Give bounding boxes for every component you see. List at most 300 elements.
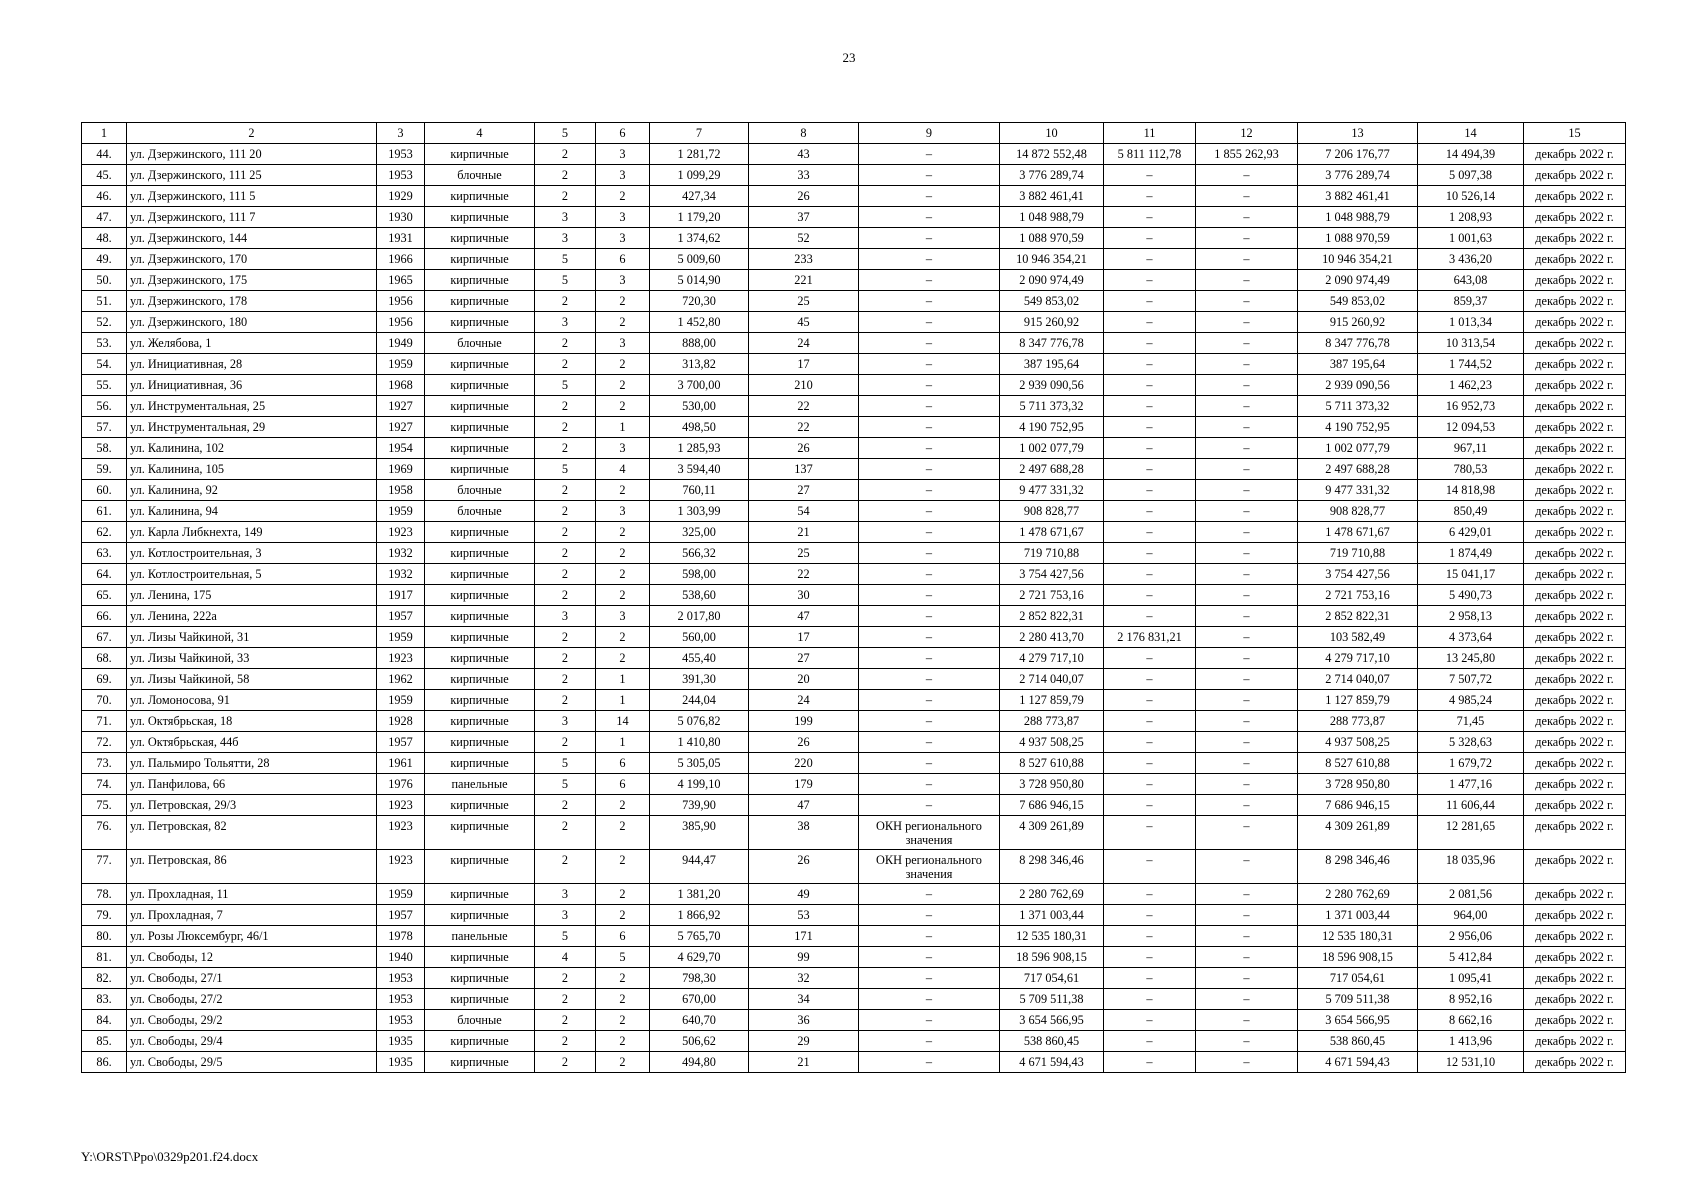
cell-year-built: 1958 xyxy=(377,480,425,501)
cell-cost-per-sqm: 14 494,39 xyxy=(1418,144,1524,165)
cell-heritage-status: – xyxy=(859,732,1000,753)
cell-year-built: 1940 xyxy=(377,947,425,968)
cell-wall-material: кирпичные xyxy=(425,186,535,207)
page-number: 23 xyxy=(842,50,856,65)
table-row xyxy=(82,690,1626,711)
table-row xyxy=(82,905,1626,926)
cell-area: 720,30 xyxy=(650,291,749,312)
cell-owners-cost: 3 882 461,41 xyxy=(1298,186,1418,207)
cell-total-cost: 1 478 671,67 xyxy=(1000,522,1104,543)
cell-heritage-status: – xyxy=(859,947,1000,968)
cell-address: ул. Дзержинского, 111 7 xyxy=(127,207,377,228)
table-row xyxy=(82,396,1626,417)
housing-registry-table xyxy=(81,122,1626,1073)
cell-completion-date: декабрь 2022 г. xyxy=(1524,905,1626,926)
cell-address: ул. Инструментальная, 25 xyxy=(127,396,377,417)
cell-heritage-status: – xyxy=(859,543,1000,564)
table-row xyxy=(82,228,1626,249)
cell-wall-material: кирпичные xyxy=(425,522,535,543)
cell-row-number: 71. xyxy=(82,711,127,732)
cell-address: ул. Дзержинского, 178 xyxy=(127,291,377,312)
cell-year-built: 1923 xyxy=(377,850,425,884)
cell-address: ул. Ленина, 222а xyxy=(127,606,377,627)
cell-completion-date: декабрь 2022 г. xyxy=(1524,753,1626,774)
cell-total-cost: 2 090 974,49 xyxy=(1000,270,1104,291)
cell-row-number: 51. xyxy=(82,291,127,312)
cell-floors: 3 xyxy=(535,207,596,228)
cell-subject-cost: – xyxy=(1196,249,1298,270)
cell-floors: 5 xyxy=(535,753,596,774)
cell-completion-date: декабрь 2022 г. xyxy=(1524,669,1626,690)
cell-residents: 47 xyxy=(749,606,859,627)
cell-address: ул. Свободы, 27/2 xyxy=(127,989,377,1010)
cell-address: ул. Пальмиро Тольятти, 28 xyxy=(127,753,377,774)
column-header-5: 5 xyxy=(535,123,596,144)
cell-cost-per-sqm: 18 035,96 xyxy=(1418,850,1524,884)
cell-total-cost: 4 671 594,43 xyxy=(1000,1052,1104,1073)
table-row xyxy=(82,884,1626,905)
cell-address: ул. Дзержинского, 144 xyxy=(127,228,377,249)
cell-fund-cost: – xyxy=(1104,480,1196,501)
cell-entrances: 3 xyxy=(596,144,650,165)
cell-completion-date: декабрь 2022 г. xyxy=(1524,711,1626,732)
cell-floors: 3 xyxy=(535,228,596,249)
column-header-14: 14 xyxy=(1418,123,1524,144)
cell-row-number: 67. xyxy=(82,627,127,648)
cell-subject-cost: – xyxy=(1196,585,1298,606)
cell-total-cost: 14 872 552,48 xyxy=(1000,144,1104,165)
table-row xyxy=(82,1010,1626,1031)
cell-fund-cost: – xyxy=(1104,669,1196,690)
cell-year-built: 1927 xyxy=(377,417,425,438)
cell-area: 3 594,40 xyxy=(650,459,749,480)
cell-entrances: 1 xyxy=(596,669,650,690)
cell-heritage-status: – xyxy=(859,312,1000,333)
cell-heritage-status: – xyxy=(859,905,1000,926)
cell-completion-date: декабрь 2022 г. xyxy=(1524,648,1626,669)
cell-wall-material: кирпичные xyxy=(425,459,535,480)
cell-floors: 2 xyxy=(535,690,596,711)
cell-address: ул. Дзержинского, 111 25 xyxy=(127,165,377,186)
cell-address: ул. Свободы, 27/1 xyxy=(127,968,377,989)
cell-address: ул. Петровская, 29/3 xyxy=(127,795,377,816)
cell-entrances: 2 xyxy=(596,375,650,396)
cell-fund-cost: – xyxy=(1104,459,1196,480)
cell-completion-date: декабрь 2022 г. xyxy=(1524,459,1626,480)
cell-heritage-status: – xyxy=(859,186,1000,207)
cell-year-built: 1957 xyxy=(377,732,425,753)
cell-floors: 2 xyxy=(535,795,596,816)
cell-entrances: 2 xyxy=(596,312,650,333)
cell-fund-cost: – xyxy=(1104,690,1196,711)
cell-cost-per-sqm: 12 531,10 xyxy=(1418,1052,1524,1073)
cell-heritage-status: – xyxy=(859,669,1000,690)
cell-floors: 2 xyxy=(535,1031,596,1052)
cell-wall-material: кирпичные xyxy=(425,606,535,627)
cell-subject-cost: – xyxy=(1196,753,1298,774)
cell-cost-per-sqm: 11 606,44 xyxy=(1418,795,1524,816)
cell-entrances: 2 xyxy=(596,291,650,312)
cell-heritage-status: – xyxy=(859,884,1000,905)
cell-entrances: 3 xyxy=(596,333,650,354)
table-row xyxy=(82,606,1626,627)
cell-completion-date: декабрь 2022 г. xyxy=(1524,186,1626,207)
cell-owners-cost: 3 776 289,74 xyxy=(1298,165,1418,186)
table-row xyxy=(82,926,1626,947)
cell-total-cost: 9 477 331,32 xyxy=(1000,480,1104,501)
cell-year-built: 1959 xyxy=(377,690,425,711)
cell-entrances: 2 xyxy=(596,396,650,417)
cell-residents: 17 xyxy=(749,627,859,648)
cell-completion-date: декабрь 2022 г. xyxy=(1524,1052,1626,1073)
cell-completion-date: декабрь 2022 г. xyxy=(1524,1010,1626,1031)
cell-completion-date: декабрь 2022 г. xyxy=(1524,1031,1626,1052)
table-row xyxy=(82,270,1626,291)
cell-wall-material: кирпичные xyxy=(425,732,535,753)
cell-owners-cost: 4 671 594,43 xyxy=(1298,1052,1418,1073)
cell-heritage-status: – xyxy=(859,989,1000,1010)
cell-total-cost: 908 828,77 xyxy=(1000,501,1104,522)
cell-cost-per-sqm: 2 958,13 xyxy=(1418,606,1524,627)
cell-year-built: 1965 xyxy=(377,270,425,291)
cell-row-number: 57. xyxy=(82,417,127,438)
cell-heritage-status: – xyxy=(859,228,1000,249)
cell-wall-material: кирпичные xyxy=(425,753,535,774)
cell-row-number: 74. xyxy=(82,774,127,795)
cell-heritage-status: – xyxy=(859,753,1000,774)
cell-cost-per-sqm: 1 744,52 xyxy=(1418,354,1524,375)
cell-subject-cost: – xyxy=(1196,375,1298,396)
cell-owners-cost: 1 088 970,59 xyxy=(1298,228,1418,249)
cell-residents: 52 xyxy=(749,228,859,249)
cell-cost-per-sqm: 5 490,73 xyxy=(1418,585,1524,606)
cell-owners-cost: 538 860,45 xyxy=(1298,1031,1418,1052)
cell-total-cost: 915 260,92 xyxy=(1000,312,1104,333)
cell-floors: 2 xyxy=(535,396,596,417)
cell-heritage-status: – xyxy=(859,1010,1000,1031)
cell-heritage-status: – xyxy=(859,501,1000,522)
cell-entrances: 2 xyxy=(596,884,650,905)
cell-area: 598,00 xyxy=(650,564,749,585)
cell-owners-cost: 915 260,92 xyxy=(1298,312,1418,333)
cell-owners-cost: 1 478 671,67 xyxy=(1298,522,1418,543)
table-row xyxy=(82,291,1626,312)
cell-address: ул. Калинина, 94 xyxy=(127,501,377,522)
cell-subject-cost: – xyxy=(1196,459,1298,480)
cell-residents: 45 xyxy=(749,312,859,333)
cell-total-cost: 2 939 090,56 xyxy=(1000,375,1104,396)
table-row xyxy=(82,968,1626,989)
table-row xyxy=(82,989,1626,1010)
cell-total-cost: 8 298 346,46 xyxy=(1000,850,1104,884)
cell-residents: 25 xyxy=(749,291,859,312)
cell-entrances: 3 xyxy=(596,207,650,228)
cell-year-built: 1953 xyxy=(377,968,425,989)
cell-heritage-status: – xyxy=(859,968,1000,989)
cell-year-built: 1929 xyxy=(377,186,425,207)
cell-completion-date: декабрь 2022 г. xyxy=(1524,522,1626,543)
cell-fund-cost: – xyxy=(1104,711,1196,732)
cell-row-number: 83. xyxy=(82,989,127,1010)
cell-entrances: 3 xyxy=(596,501,650,522)
cell-total-cost: 5 709 511,38 xyxy=(1000,989,1104,1010)
cell-residents: 26 xyxy=(749,438,859,459)
cell-cost-per-sqm: 4 373,64 xyxy=(1418,627,1524,648)
column-header-10: 10 xyxy=(1000,123,1104,144)
cell-owners-cost: 8 527 610,88 xyxy=(1298,753,1418,774)
cell-fund-cost: – xyxy=(1104,648,1196,669)
cell-owners-cost: 719 710,88 xyxy=(1298,543,1418,564)
cell-year-built: 1923 xyxy=(377,522,425,543)
cell-entrances: 2 xyxy=(596,850,650,884)
table-row xyxy=(82,732,1626,753)
cell-total-cost: 5 711 373,32 xyxy=(1000,396,1104,417)
cell-total-cost: 549 853,02 xyxy=(1000,291,1104,312)
cell-address: ул. Калинина, 105 xyxy=(127,459,377,480)
cell-year-built: 1953 xyxy=(377,165,425,186)
cell-address: ул. Розы Люксембург, 46/1 xyxy=(127,926,377,947)
cell-floors: 5 xyxy=(535,774,596,795)
cell-area: 1 285,93 xyxy=(650,438,749,459)
cell-heritage-status: – xyxy=(859,354,1000,375)
table-row xyxy=(82,795,1626,816)
cell-entrances: 2 xyxy=(596,543,650,564)
table-row xyxy=(82,753,1626,774)
cell-row-number: 79. xyxy=(82,905,127,926)
cell-owners-cost: 3 728 950,80 xyxy=(1298,774,1418,795)
cell-heritage-status: – xyxy=(859,1031,1000,1052)
cell-address: ул. Свободы, 29/2 xyxy=(127,1010,377,1031)
cell-floors: 2 xyxy=(535,989,596,1010)
cell-area: 1 179,20 xyxy=(650,207,749,228)
table-row xyxy=(82,816,1626,850)
cell-fund-cost: – xyxy=(1104,165,1196,186)
cell-completion-date: декабрь 2022 г. xyxy=(1524,333,1626,354)
cell-heritage-status: – xyxy=(859,606,1000,627)
cell-area: 538,60 xyxy=(650,585,749,606)
cell-total-cost: 3 754 427,56 xyxy=(1000,564,1104,585)
cell-wall-material: блочные xyxy=(425,1010,535,1031)
cell-area: 530,00 xyxy=(650,396,749,417)
cell-year-built: 1959 xyxy=(377,354,425,375)
cell-cost-per-sqm: 1 013,34 xyxy=(1418,312,1524,333)
table-row xyxy=(82,543,1626,564)
cell-floors: 2 xyxy=(535,816,596,850)
cell-floors: 2 xyxy=(535,648,596,669)
cell-residents: 33 xyxy=(749,165,859,186)
cell-total-cost: 719 710,88 xyxy=(1000,543,1104,564)
table-row xyxy=(82,165,1626,186)
cell-completion-date: декабрь 2022 г. xyxy=(1524,270,1626,291)
cell-subject-cost: – xyxy=(1196,480,1298,501)
cell-residents: 37 xyxy=(749,207,859,228)
cell-residents: 21 xyxy=(749,1052,859,1073)
cell-year-built: 1956 xyxy=(377,291,425,312)
cell-row-number: 75. xyxy=(82,795,127,816)
cell-fund-cost: – xyxy=(1104,774,1196,795)
cell-wall-material: панельные xyxy=(425,926,535,947)
cell-completion-date: декабрь 2022 г. xyxy=(1524,795,1626,816)
cell-area: 1 866,92 xyxy=(650,905,749,926)
cell-completion-date: декабрь 2022 г. xyxy=(1524,627,1626,648)
cell-cost-per-sqm: 643,08 xyxy=(1418,270,1524,291)
cell-year-built: 1928 xyxy=(377,711,425,732)
cell-total-cost: 1 002 077,79 xyxy=(1000,438,1104,459)
cell-heritage-status: – xyxy=(859,711,1000,732)
cell-year-built: 1935 xyxy=(377,1052,425,1073)
cell-floors: 5 xyxy=(535,249,596,270)
cell-floors: 5 xyxy=(535,270,596,291)
cell-row-number: 85. xyxy=(82,1031,127,1052)
cell-total-cost: 4 279 717,10 xyxy=(1000,648,1104,669)
cell-owners-cost: 7 206 176,77 xyxy=(1298,144,1418,165)
cell-subject-cost: – xyxy=(1196,522,1298,543)
table-row xyxy=(82,522,1626,543)
cell-residents: 137 xyxy=(749,459,859,480)
cell-address: ул. Желябова, 1 xyxy=(127,333,377,354)
cell-cost-per-sqm: 14 818,98 xyxy=(1418,480,1524,501)
cell-wall-material: кирпичные xyxy=(425,585,535,606)
cell-owners-cost: 5 709 511,38 xyxy=(1298,989,1418,1010)
cell-row-number: 60. xyxy=(82,480,127,501)
cell-row-number: 64. xyxy=(82,564,127,585)
cell-heritage-status: – xyxy=(859,648,1000,669)
cell-residents: 22 xyxy=(749,396,859,417)
cell-floors: 2 xyxy=(535,522,596,543)
cell-address: ул. Дзержинского, 111 20 xyxy=(127,144,377,165)
cell-fund-cost: – xyxy=(1104,606,1196,627)
cell-year-built: 1959 xyxy=(377,501,425,522)
cell-subject-cost: – xyxy=(1196,648,1298,669)
cell-total-cost: 2 280 413,70 xyxy=(1000,627,1104,648)
cell-area: 5 076,82 xyxy=(650,711,749,732)
cell-address: ул. Октябрьская, 18 xyxy=(127,711,377,732)
cell-address: ул. Дзержинского, 175 xyxy=(127,270,377,291)
cell-residents: 26 xyxy=(749,732,859,753)
cell-residents: 233 xyxy=(749,249,859,270)
table-row xyxy=(82,417,1626,438)
cell-area: 798,30 xyxy=(650,968,749,989)
cell-subject-cost: – xyxy=(1196,354,1298,375)
cell-completion-date: декабрь 2022 г. xyxy=(1524,850,1626,884)
cell-residents: 53 xyxy=(749,905,859,926)
cell-entrances: 3 xyxy=(596,228,650,249)
cell-cost-per-sqm: 2 081,56 xyxy=(1418,884,1524,905)
cell-fund-cost: – xyxy=(1104,850,1196,884)
cell-year-built: 1932 xyxy=(377,543,425,564)
cell-heritage-status: – xyxy=(859,249,1000,270)
cell-total-cost: 4 937 508,25 xyxy=(1000,732,1104,753)
cell-row-number: 58. xyxy=(82,438,127,459)
cell-address: ул. Дзержинского, 111 5 xyxy=(127,186,377,207)
cell-subject-cost: – xyxy=(1196,1052,1298,1073)
cell-completion-date: декабрь 2022 г. xyxy=(1524,816,1626,850)
cell-heritage-status: – xyxy=(859,926,1000,947)
cell-floors: 2 xyxy=(535,543,596,564)
cell-completion-date: декабрь 2022 г. xyxy=(1524,968,1626,989)
cell-address: ул. Лизы Чайкиной, 31 xyxy=(127,627,377,648)
table-row xyxy=(82,438,1626,459)
cell-wall-material: кирпичные xyxy=(425,968,535,989)
cell-area: 670,00 xyxy=(650,989,749,1010)
cell-fund-cost: – xyxy=(1104,795,1196,816)
cell-owners-cost: 2 497 688,28 xyxy=(1298,459,1418,480)
cell-area: 313,82 xyxy=(650,354,749,375)
cell-fund-cost: – xyxy=(1104,543,1196,564)
cell-completion-date: декабрь 2022 г. xyxy=(1524,774,1626,795)
header-row xyxy=(82,123,1626,144)
cell-completion-date: декабрь 2022 г. xyxy=(1524,926,1626,947)
cell-subject-cost: – xyxy=(1196,270,1298,291)
table-row xyxy=(82,144,1626,165)
cell-entrances: 2 xyxy=(596,354,650,375)
cell-cost-per-sqm: 780,53 xyxy=(1418,459,1524,480)
cell-subject-cost: – xyxy=(1196,816,1298,850)
cell-owners-cost: 1 002 077,79 xyxy=(1298,438,1418,459)
cell-fund-cost: – xyxy=(1104,585,1196,606)
cell-residents: 27 xyxy=(749,480,859,501)
cell-completion-date: декабрь 2022 г. xyxy=(1524,732,1626,753)
cell-fund-cost: – xyxy=(1104,564,1196,585)
cell-address: ул. Калинина, 102 xyxy=(127,438,377,459)
cell-residents: 199 xyxy=(749,711,859,732)
cell-row-number: 65. xyxy=(82,585,127,606)
cell-heritage-status: – xyxy=(859,459,1000,480)
cell-wall-material: кирпичные xyxy=(425,144,535,165)
cell-heritage-status: – xyxy=(859,270,1000,291)
cell-wall-material: кирпичные xyxy=(425,648,535,669)
cell-row-number: 73. xyxy=(82,753,127,774)
cell-row-number: 56. xyxy=(82,396,127,417)
cell-year-built: 1956 xyxy=(377,312,425,333)
cell-residents: 22 xyxy=(749,417,859,438)
cell-wall-material: кирпичные xyxy=(425,850,535,884)
cell-fund-cost: – xyxy=(1104,1010,1196,1031)
cell-area: 4 629,70 xyxy=(650,947,749,968)
cell-area: 427,34 xyxy=(650,186,749,207)
cell-fund-cost: – xyxy=(1104,270,1196,291)
cell-year-built: 1930 xyxy=(377,207,425,228)
cell-wall-material: кирпичные xyxy=(425,884,535,905)
cell-fund-cost: – xyxy=(1104,186,1196,207)
cell-row-number: 76. xyxy=(82,816,127,850)
cell-entrances: 2 xyxy=(596,186,650,207)
cell-cost-per-sqm: 10 313,54 xyxy=(1418,333,1524,354)
table-row xyxy=(82,585,1626,606)
cell-residents: 47 xyxy=(749,795,859,816)
cell-residents: 21 xyxy=(749,522,859,543)
cell-subject-cost: – xyxy=(1196,627,1298,648)
cell-subject-cost: – xyxy=(1196,795,1298,816)
cell-year-built: 1953 xyxy=(377,144,425,165)
cell-fund-cost: 2 176 831,21 xyxy=(1104,627,1196,648)
cell-fund-cost: – xyxy=(1104,905,1196,926)
cell-cost-per-sqm: 16 952,73 xyxy=(1418,396,1524,417)
cell-total-cost: 2 852 822,31 xyxy=(1000,606,1104,627)
cell-wall-material: кирпичные xyxy=(425,249,535,270)
cell-heritage-status: – xyxy=(859,627,1000,648)
cell-cost-per-sqm: 1 679,72 xyxy=(1418,753,1524,774)
cell-fund-cost: – xyxy=(1104,968,1196,989)
cell-fund-cost: – xyxy=(1104,816,1196,850)
cell-fund-cost: 5 811 112,78 xyxy=(1104,144,1196,165)
table-row xyxy=(82,627,1626,648)
cell-residents: 24 xyxy=(749,333,859,354)
cell-completion-date: декабрь 2022 г. xyxy=(1524,207,1626,228)
cell-fund-cost: – xyxy=(1104,947,1196,968)
cell-wall-material: кирпичные xyxy=(425,816,535,850)
cell-fund-cost: – xyxy=(1104,1031,1196,1052)
